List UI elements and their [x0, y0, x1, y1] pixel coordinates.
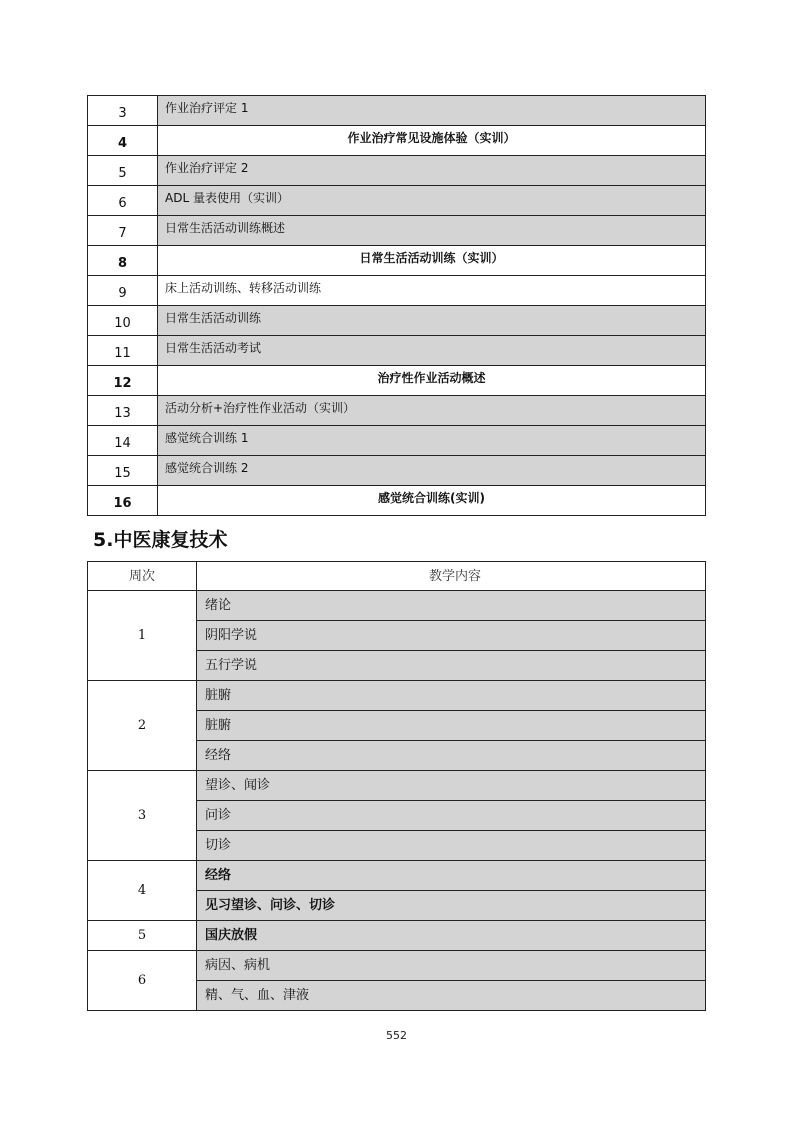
table-row	[88, 396, 706, 426]
table-row	[88, 366, 706, 396]
row-content: 床上活动训练、转移活动训练	[158, 276, 706, 306]
teaching-content: 脏腑	[197, 711, 706, 741]
table-row	[88, 336, 706, 366]
table-row	[88, 216, 706, 246]
row-content: 活动分析+治疗性作业活动（实训）	[158, 396, 706, 426]
table-row	[88, 861, 706, 891]
row-number: 13	[88, 396, 158, 426]
row-content: 治疗性作业活动概述	[158, 366, 706, 396]
table-row	[88, 681, 706, 711]
table-row	[88, 486, 706, 516]
teaching-content: 国庆放假	[197, 921, 706, 951]
table-row	[88, 246, 706, 276]
row-content: 感觉统合训练 2	[158, 456, 706, 486]
table-row	[88, 186, 706, 216]
page-number: 552	[386, 1029, 407, 1042]
table1-body	[88, 96, 706, 516]
section-heading: 5.中医康复技术	[93, 529, 228, 551]
row-number: 12	[88, 366, 158, 396]
teaching-content: 见习望诊、问诊、切诊	[197, 891, 706, 921]
teaching-content: 绪论	[197, 591, 706, 621]
week-number: 2	[88, 681, 197, 771]
table-row	[88, 771, 706, 801]
row-content: ADL 量表使用（实训）	[158, 186, 706, 216]
teaching-content: 切诊	[197, 831, 706, 861]
row-content: 感觉统合训练(实训)	[158, 486, 706, 516]
week-number: 1	[88, 591, 197, 681]
row-content: 感觉统合训练 1	[158, 426, 706, 456]
table2-body	[88, 562, 706, 1011]
row-number: 4	[88, 126, 158, 156]
row-content: 日常生活活动训练（实训）	[158, 246, 706, 276]
teaching-content: 精、气、血、津液	[197, 981, 706, 1011]
row-number: 11	[88, 336, 158, 366]
row-number: 6	[88, 186, 158, 216]
row-number: 14	[88, 426, 158, 456]
week-number: 3	[88, 771, 197, 861]
row-content: 日常生活活动训练概述	[158, 216, 706, 246]
row-content: 作业治疗常见设施体验（实训）	[158, 126, 706, 156]
row-number: 10	[88, 306, 158, 336]
table-row	[88, 156, 706, 186]
teaching-content: 望诊、闻诊	[197, 771, 706, 801]
table-row	[88, 951, 706, 981]
teaching-content: 问诊	[197, 801, 706, 831]
week-number: 6	[88, 951, 197, 1011]
teaching-content: 脏腑	[197, 681, 706, 711]
table-row	[88, 591, 706, 621]
teaching-content: 阴阳学说	[197, 621, 706, 651]
teaching-content: 经络	[197, 861, 706, 891]
table-row	[88, 426, 706, 456]
row-number: 5	[88, 156, 158, 186]
table-row	[88, 456, 706, 486]
table-row	[88, 276, 706, 306]
teaching-content: 五行学说	[197, 651, 706, 681]
course-schedule-table-continued	[87, 95, 706, 516]
tcm-rehab-schedule-table	[87, 561, 706, 1011]
table-row	[88, 96, 706, 126]
table2-header-row	[88, 562, 706, 591]
row-number: 8	[88, 246, 158, 276]
row-number: 16	[88, 486, 158, 516]
table-row	[88, 126, 706, 156]
table-row	[88, 306, 706, 336]
row-content: 日常生活活动训练	[158, 306, 706, 336]
row-number: 7	[88, 216, 158, 246]
header-content: 教学内容	[197, 562, 706, 591]
week-number: 4	[88, 861, 197, 921]
row-number: 3	[88, 96, 158, 126]
row-number: 9	[88, 276, 158, 306]
week-number: 5	[88, 921, 197, 951]
row-content: 作业治疗评定 1	[158, 96, 706, 126]
row-number: 15	[88, 456, 158, 486]
row-content: 日常生活活动考试	[158, 336, 706, 366]
row-content: 作业治疗评定 2	[158, 156, 706, 186]
teaching-content: 经络	[197, 741, 706, 771]
header-week: 周次	[88, 562, 197, 591]
table-row	[88, 921, 706, 951]
teaching-content: 病因、病机	[197, 951, 706, 981]
